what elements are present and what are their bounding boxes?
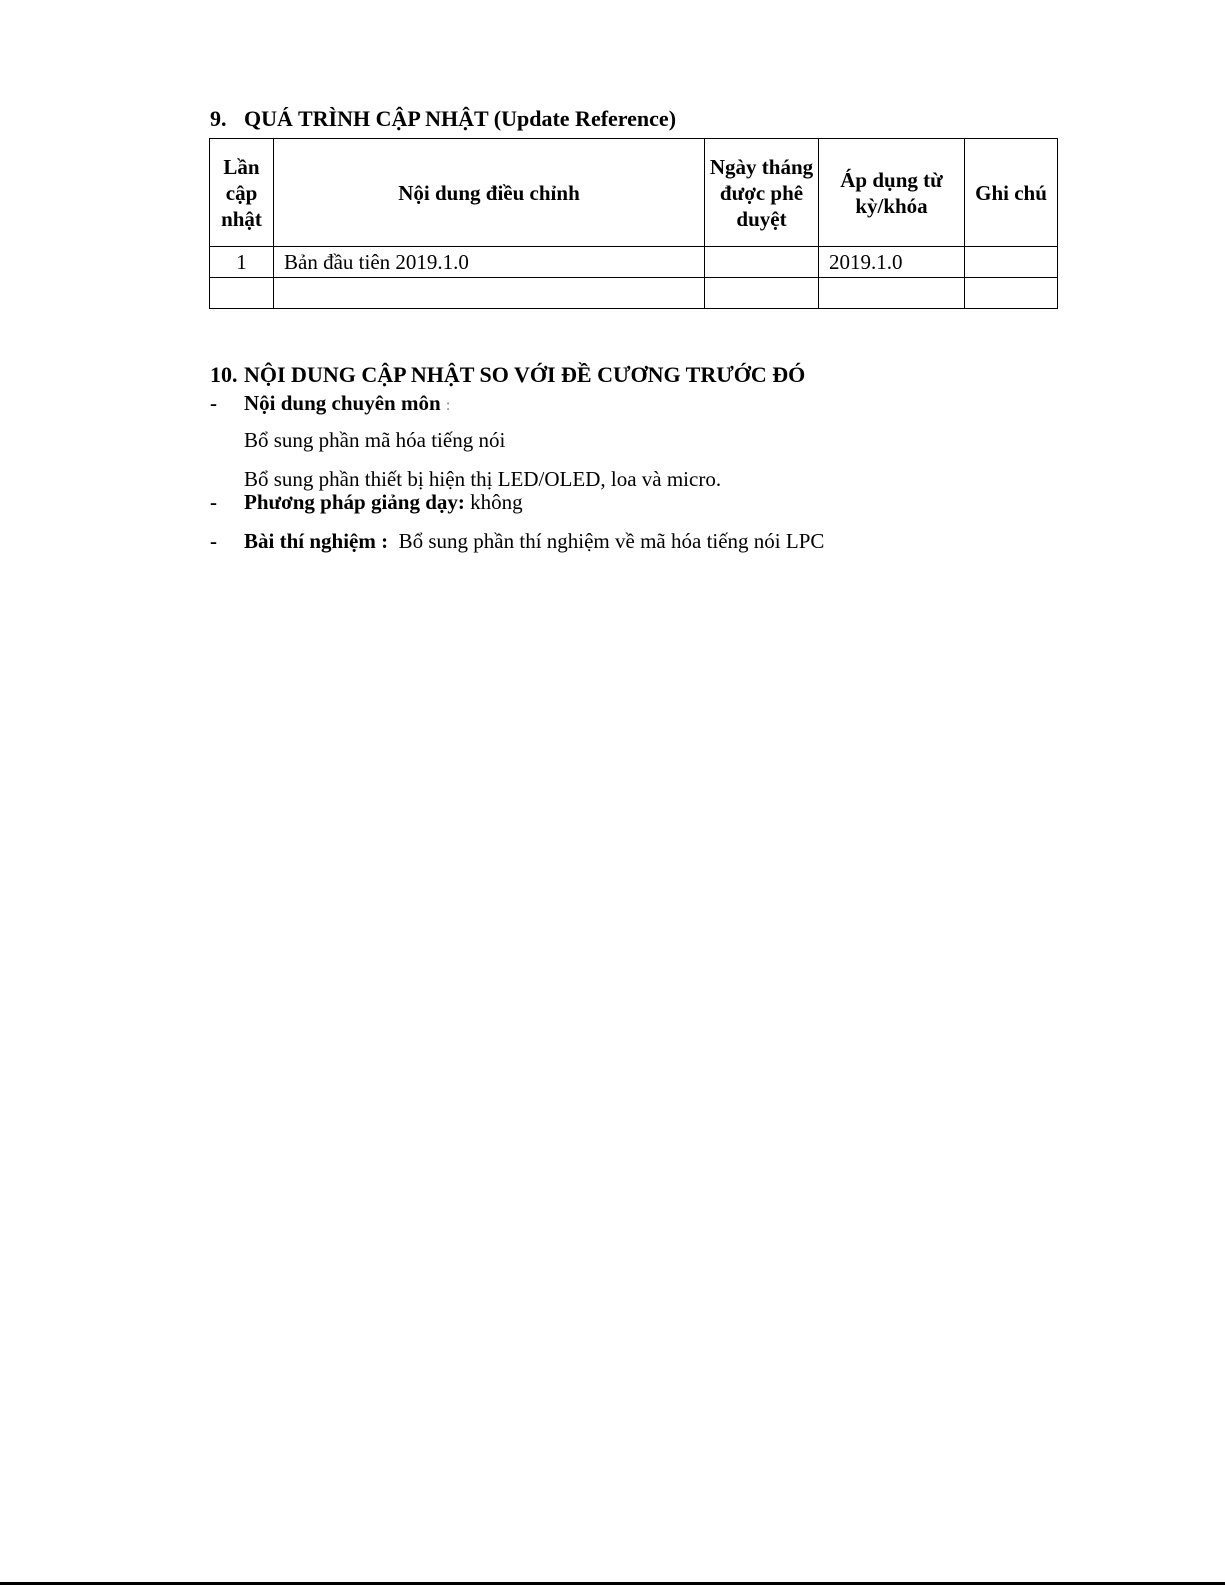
- bullet-thi-nghiem: [210, 528, 824, 554]
- section-10-title: NỘI DUNG CẬP NHẬT SO VỚI ĐỀ CƯƠNG TRƯỚC ĐÓ: [244, 362, 806, 387]
- section-9-heading: [210, 106, 676, 132]
- cell-ngay: [705, 247, 819, 278]
- chuyen-mon-label: Nội dung chuyên môn: [244, 391, 441, 415]
- table-row: [210, 247, 1058, 278]
- cell-ghi-chu: [965, 247, 1058, 278]
- chuyen-mon-line-1: Bổ sung phần mã hóa tiếng nói: [244, 428, 506, 452]
- bullet-phuong-phap: [210, 489, 523, 515]
- bullet-dash: -: [210, 529, 217, 553]
- bullet-chuyen-mon: [210, 390, 450, 419]
- chuyen-mon-line-2: Bổ sung phần thiết bị hiện thị LED/OLED, loa và micro.: [244, 467, 722, 491]
- header-ghi-chu: Ghi chú: [965, 139, 1058, 247]
- update-reference-table: [209, 138, 1058, 309]
- header-ngay-phe-duyet: Ngày tháng được phê duyệt: [705, 139, 819, 247]
- cell-noi-dung: Bản đầu tiên 2019.1.0: [274, 247, 705, 278]
- cell-ap-dung: 2019.1.0: [819, 247, 965, 278]
- header-noi-dung-dieu-chinh: Nội dung điều chỉnh: [274, 139, 705, 247]
- section-9-number: 9.: [210, 106, 227, 131]
- section-9-title: QUÁ TRÌNH CẬP NHẬT (Update Reference): [244, 106, 677, 131]
- thi-nghiem-label: Bài thí nghiệm :: [244, 529, 389, 553]
- cell-lan: 1: [210, 247, 274, 278]
- table-row: [210, 278, 1058, 309]
- cell-noi-dung: [274, 278, 705, 309]
- bullet-dash: -: [210, 490, 217, 514]
- table-header-row: [210, 139, 1058, 247]
- section-10-number: 10.: [210, 362, 238, 387]
- phuong-phap-label: Phương pháp giảng dạy:: [244, 490, 465, 514]
- header-ap-dung-tu: Áp dụng từ kỳ/khóa: [819, 139, 965, 247]
- bullet-dash: -: [210, 391, 217, 415]
- cell-ngay: [705, 278, 819, 309]
- chuyen-mon-colon: :: [445, 397, 451, 414]
- cell-ghi-chu: [965, 278, 1058, 309]
- cell-ap-dung: [819, 278, 965, 309]
- phuong-phap-value: không: [470, 490, 523, 514]
- section-10-heading: [210, 362, 805, 388]
- header-lan-cap-nhat: Lần cập nhật: [210, 139, 274, 247]
- cell-lan: [210, 278, 274, 309]
- thi-nghiem-value: Bổ sung phần thí nghiệm về mã hóa tiếng nói LPC: [398, 529, 825, 553]
